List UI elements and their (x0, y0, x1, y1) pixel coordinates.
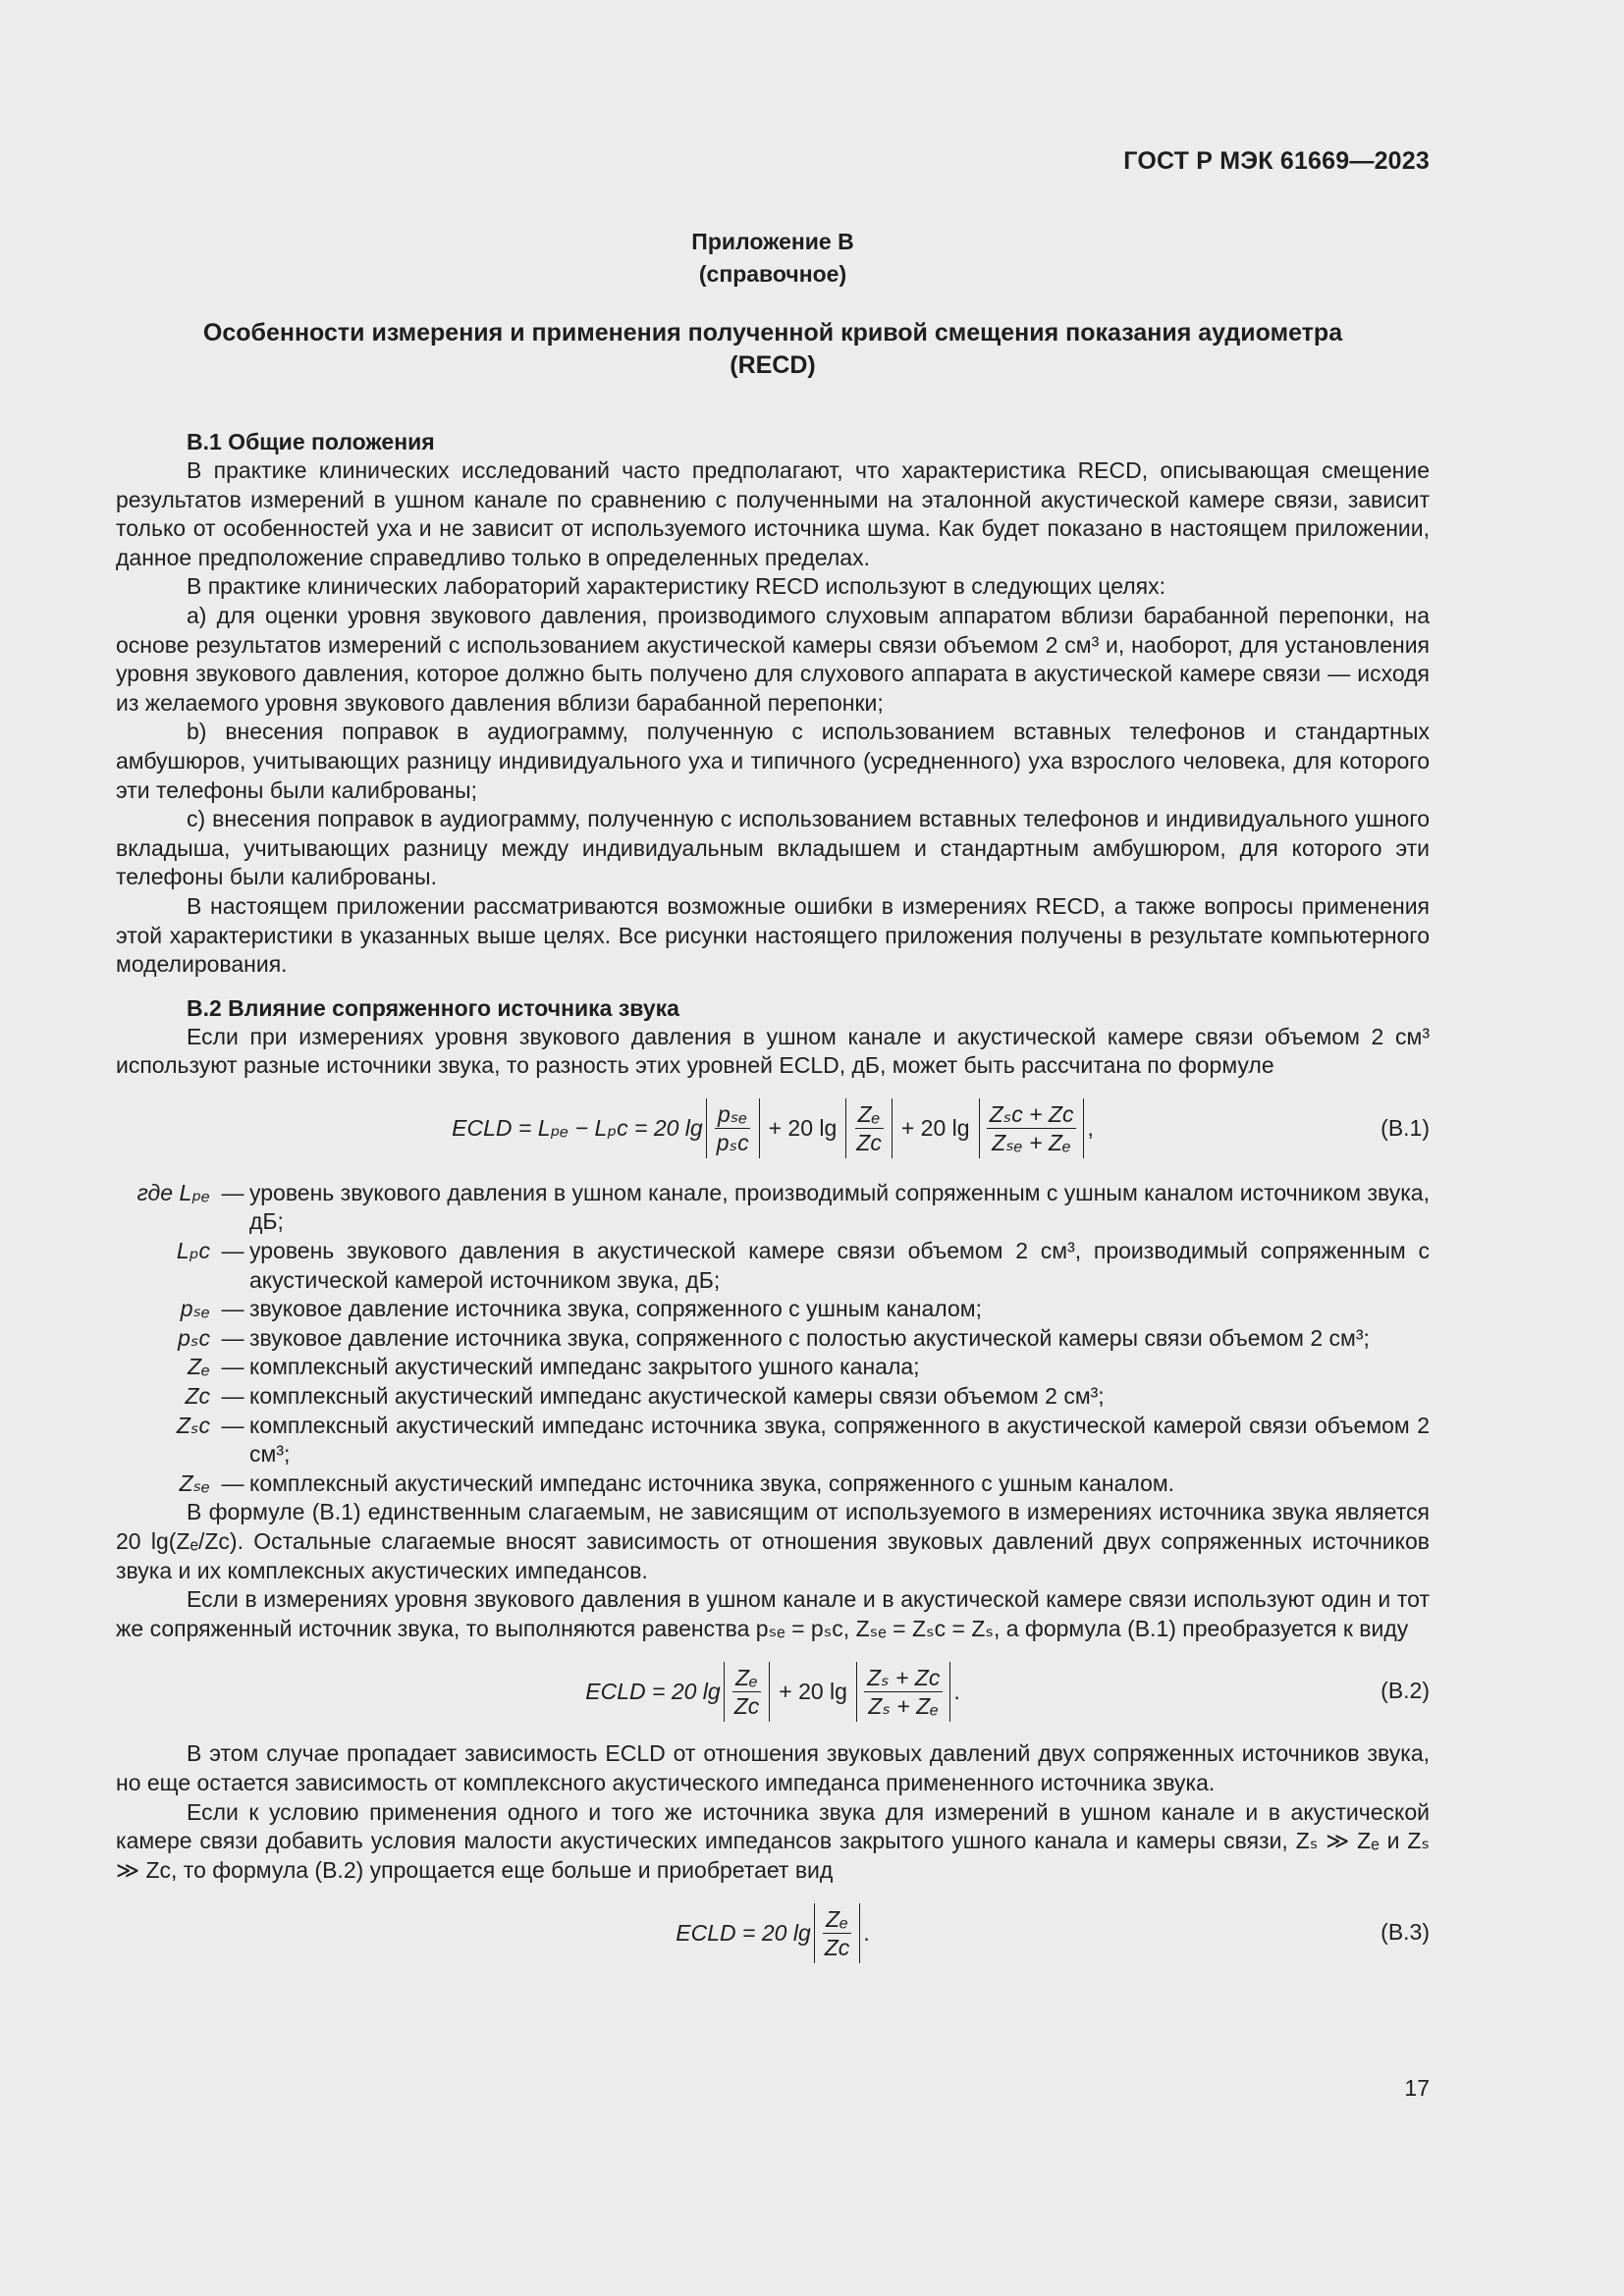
definition-row (116, 1382, 1430, 1412)
fraction (727, 1664, 768, 1720)
numerator: pₛₑ (715, 1100, 750, 1129)
abs-term (706, 1098, 760, 1158)
definition-symbol: Lₚc (176, 1238, 210, 1264)
definition-row (116, 1237, 1430, 1295)
definition-symbol: Zₛₑ (179, 1469, 210, 1496)
denominator: Zc (856, 1130, 882, 1156)
paragraph: Если к условию применения одного и того же источника звука для измерений в ушном канале и в акустической камере связи добавить условия малости акустических импедансов закрытого ушного канала и камеры связи, Zₛ ≫ Zₑ и Zₛ ≫ Zc, то формула (В.2) упрощается еще больше и приобретает вид (116, 1798, 1430, 1883)
definition-text: уровень звукового давления в ушном канале, производимый сопряженным с ушным каналом источником звука, дБ; (249, 1179, 1430, 1235)
formula-number: (В.3) (1380, 1919, 1430, 1946)
definition-symbol: pₛₑ (180, 1296, 210, 1322)
list-item-b: b) внесения поправок в аудиограмму, полученную с использованием вставных телефонов и стандартных амбушюров, учитывающих разницу индивидуального уха и типичного (усредненного) уха взрослого человека, для которого эти телефоны были калиброваны; (116, 719, 1430, 803)
formula-tail: . (953, 1678, 960, 1704)
denominator: Zc (824, 1934, 850, 1960)
definition-dash: — (221, 1238, 244, 1264)
paragraph: В практике клинических исследований часто предполагают, что характеристика RECD, описывающая смещение результатов измерений в ушном канале по сравнению с полученными на эталонной акустической камере связи, зависит только от особенностей уха и не зависит от используемого источника шума. Как будет показано в настоящем приложении, данное предположение справедливо только в определенных пределах. (116, 457, 1430, 570)
formula-lhs: ECLD = Lₚₑ − Lₚc = 20 lg (452, 1115, 703, 1142)
definition-text: комплексный акустический импеданс источника звука, сопряженного с ушным каналом. (249, 1469, 1175, 1496)
standard-designation: ГОСТ Р МЭК 61669—2023 (1123, 147, 1430, 175)
page-number: 17 (1404, 2075, 1430, 2101)
document-body (116, 427, 1430, 1981)
annex-heading-line1: Особенности измерения и применения полученной кривой смещения показания аудиометра (202, 319, 1343, 347)
abs-term (845, 1098, 893, 1158)
denominator: Zc (733, 1692, 760, 1719)
fraction (859, 1664, 947, 1720)
paragraph: Если в измерениях уровня звукового давления в ушном канале и в акустической камере связи используют один и тот же сопряженный источник звука, то выполняются равенства pₛₑ = pₛc, Zₛₑ = Zₛc = Zₛ, а формула (В.1) преобразуется к виду (116, 1586, 1430, 1641)
formula-tail: , (1087, 1115, 1094, 1142)
fraction (817, 1905, 858, 1961)
fraction (982, 1100, 1082, 1156)
abs-term (979, 1098, 1085, 1158)
operator: + 20 lg (779, 1678, 847, 1704)
definition-row (116, 1469, 1430, 1499)
numerator: Zₛ + Zc (864, 1664, 943, 1692)
definition-text: комплексный акустический импеданс источника звука, сопряженного в акустической камерой связи объемом 2 см³; (249, 1412, 1430, 1468)
definition-symbol: Zₑ (188, 1354, 210, 1380)
section-heading-b1: В.1 Общие положения (187, 429, 435, 454)
numerator: Zₑ (732, 1664, 761, 1692)
abs-term (856, 1662, 950, 1722)
definition-row (116, 1179, 1430, 1237)
formula-lhs: ECLD = 20 lg (585, 1678, 721, 1704)
definition-dash: — (221, 1383, 244, 1410)
formula-number: (В.1) (1380, 1115, 1430, 1142)
definition-text: звуковое давление источника звука, сопряженного с полостью акустической камеры связи объемом 2 см³; (249, 1324, 1370, 1351)
definition-text: комплексный акустический импеданс акустической камеры связи объемом 2 см³; (249, 1383, 1105, 1410)
definition-symbol: pₛc (178, 1324, 210, 1351)
annex-heading-line2: (RECD) (730, 351, 816, 379)
numerator: Zₑ (855, 1100, 884, 1129)
definition-dash: — (221, 1469, 244, 1496)
definition-row (116, 1412, 1430, 1469)
denominator: pₛc (716, 1130, 749, 1156)
symbol-definitions (116, 1179, 1430, 1499)
numerator: Zₑ (823, 1905, 851, 1934)
paragraph: В этом случае пропадает зависимость ECLD от отношения звуковых давлений двух сопряженных источников звука, но еще остается зависимость от комплексного акустического импеданса примененного источника звука. (116, 1740, 1430, 1795)
formula-lhs: ECLD = 20 lg (676, 1919, 811, 1946)
denominator: Zₛₑ + Zₑ (992, 1130, 1071, 1156)
paragraph: В настоящем приложении рассматриваются возможные ошибки в измерениях RECD, а также вопросы применения этой характеристики в указанных выше целях. Все рисунки настоящего приложения получены в результате компьютерного моделирования. (116, 892, 1430, 978)
list-item-c: c) внесения поправок в аудиограмму, полученную с использованием вставных телефонов и индивидуального ушного вкладыша, учитывающих разницу между индивидуальным вкладышем и стандартным амбушюром, для которого эти телефоны были калиброваны. (116, 806, 1430, 890)
fraction (709, 1100, 757, 1156)
definition-symbol: Zₛc (176, 1412, 210, 1438)
denominator: Zₛ + Zₑ (868, 1692, 940, 1719)
definition-dash: — (221, 1296, 244, 1322)
formula-tail: . (863, 1919, 870, 1946)
definition-text: уровень звукового давления в акустической камере связи объемом 2 см³, производимый сопряженным с акустической камерой источником звука, дБ; (249, 1238, 1430, 1293)
definition-dash: — (221, 1324, 244, 1351)
operator: + 20 lg (900, 1115, 970, 1142)
definition-row (116, 1353, 1430, 1382)
definition-dash: — (221, 1412, 244, 1438)
definition-text: звуковое давление источника звука, сопряженного с ушным каналом; (249, 1296, 982, 1322)
definition-dash: — (221, 1179, 244, 1205)
annex-heading (116, 317, 1430, 382)
section-heading-b2: В.2 Влияние сопряженного источника звука (187, 994, 679, 1021)
annex-title: Приложение В (691, 229, 854, 254)
definition-dash: — (221, 1354, 244, 1380)
formula-b3 (116, 1889, 1430, 1977)
definition-text: комплексный акустический импеданс закрытого ушного канала; (249, 1354, 920, 1380)
abs-term (724, 1662, 771, 1722)
definition-symbol: Zc (185, 1383, 210, 1410)
paragraph: В практике клинических лабораторий характеристику RECD используют в следующих целях: (187, 573, 1165, 600)
list-item-a: а) для оценки уровня звукового давления, производимого слуховым аппаратом вблизи барабанной перепонки, на основе результатов измерений с использованием акустической камеры связи объемом 2 см³ и, наоборот, для установления уровня звукового давления, которое должно быть получено для слухового аппарата в акустической камере связи — исходя из желаемого уровня звукового давления вблизи барабанной перепонки; (116, 602, 1430, 716)
formula-number: (В.2) (1380, 1678, 1430, 1704)
annex-label (116, 226, 1430, 291)
definition-row (116, 1295, 1430, 1324)
operator: + 20 lg (768, 1115, 838, 1142)
fraction (848, 1100, 890, 1156)
definition-symbol: где Lₚₑ (136, 1179, 210, 1205)
abs-term (814, 1903, 861, 1963)
numerator: Zₛc + Zc (987, 1100, 1077, 1129)
paragraph: Если при измерениях уровня звукового давления в ушном канале и акустической камере связи объемом 2 см³ используют разные источники звука, то разность этих уровней ECLD, дБ, может быть рассчитана по формуле (116, 1023, 1430, 1079)
formula-b1 (116, 1085, 1430, 1173)
formula-b2 (116, 1647, 1430, 1735)
paragraph: В формуле (В.1) единственным слагаемым, не зависящим от используемого в измерениях источника звука является 20 lg(Zₑ/Zc). Остальные слагаемые вносят зависимость от отношения звуковых давлений двух сопряженных источников звука и их комплексных акустических импедансов. (116, 1499, 1430, 1583)
definition-row (116, 1324, 1430, 1354)
annex-status: (справочное) (698, 261, 847, 287)
